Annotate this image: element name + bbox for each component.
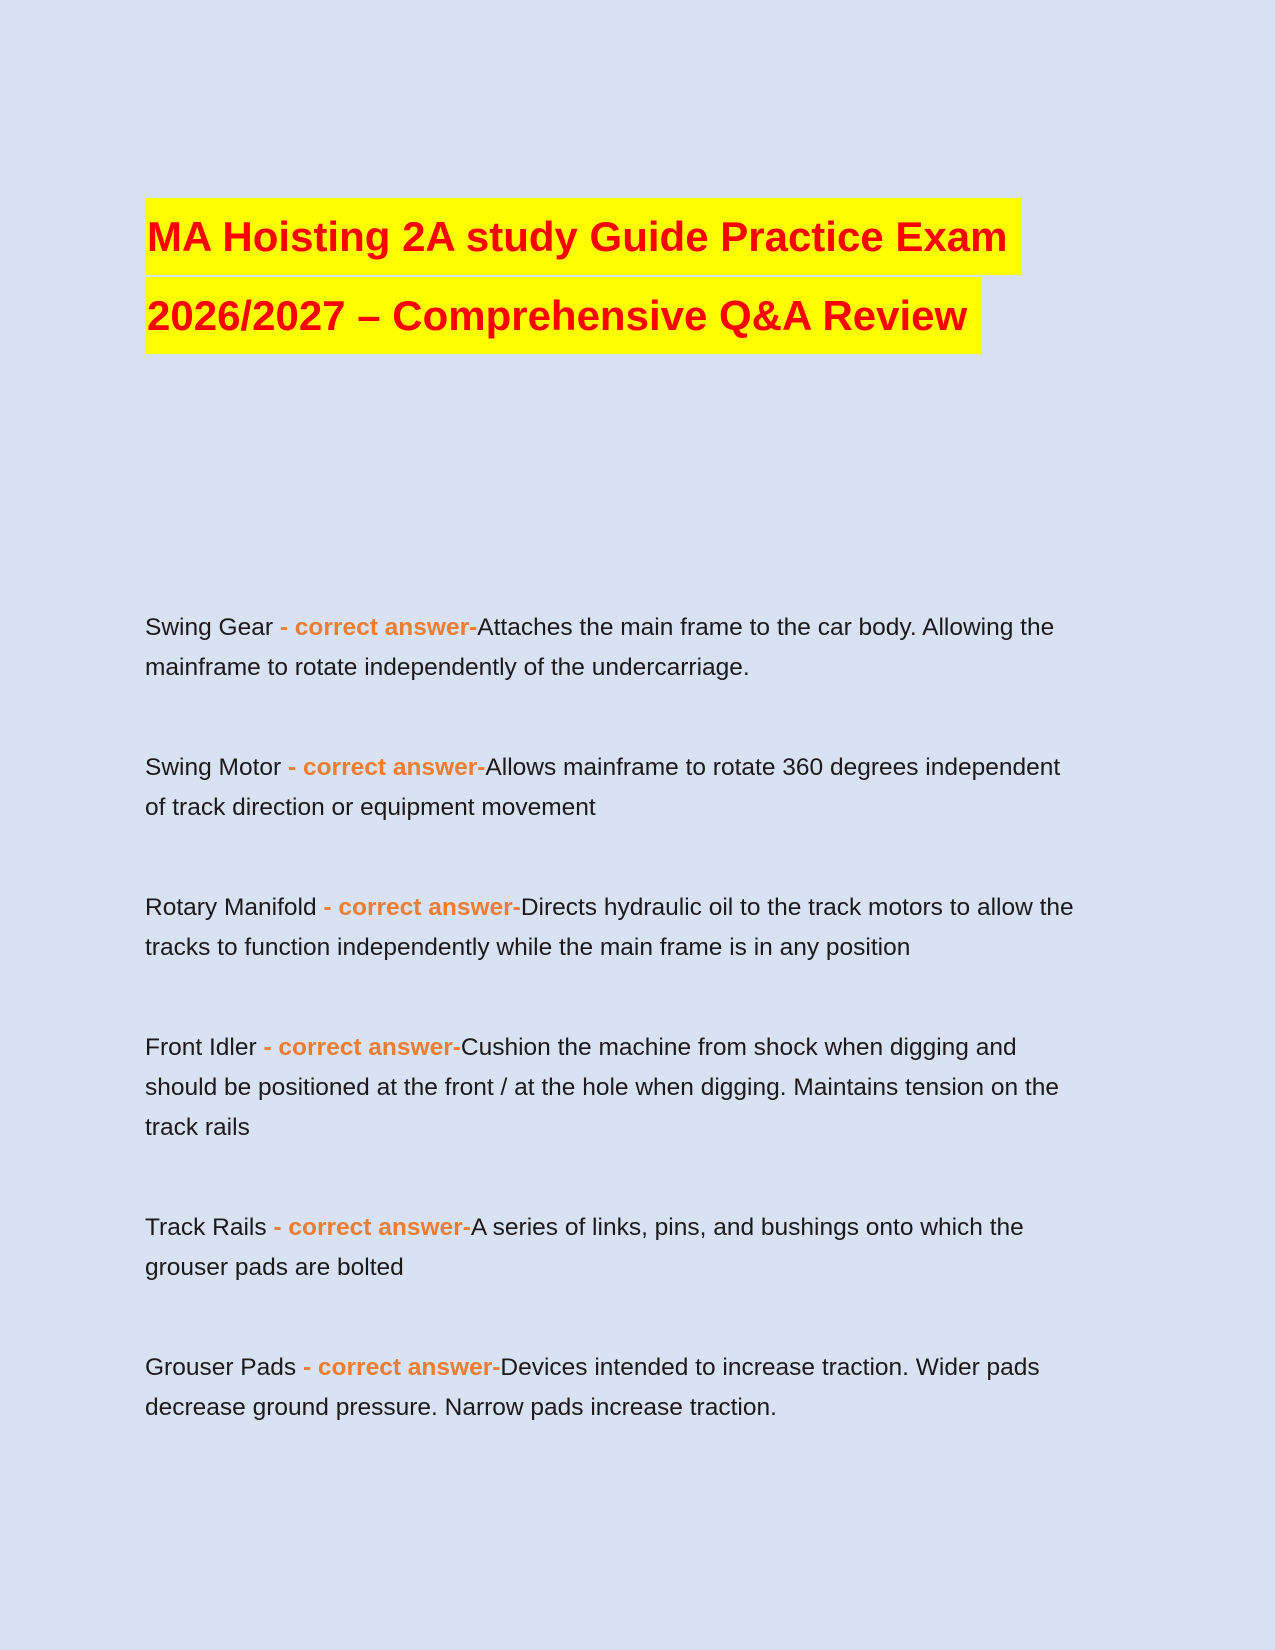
- qa-term: Swing Motor: [145, 754, 282, 782]
- page-title: [145, 198, 1085, 356]
- qa-entry: [145, 1348, 1075, 1428]
- qa-definition: A series of links, pins, and bushings onto which the grouser pads are bolted: [145, 1214, 1024, 1282]
- qa-definition: Allows mainframe to rotate 360 degrees independent of track direction or equipment movement: [145, 754, 1061, 822]
- qa-term: Rotary Manifold: [145, 894, 317, 922]
- qa-term: Swing Gear: [145, 614, 274, 642]
- qa-answer-label: - correct answer-: [279, 614, 478, 642]
- qa-definition: Attaches the main frame to the car body. Allowing the mainframe to rotate independently of the undercarriage.: [145, 614, 1055, 682]
- qa-definition: Directs hydraulic oil to the track motors to allow the tracks to function independently while the main frame is in any position: [145, 894, 1074, 962]
- qa-answer-label: - correct answer-: [302, 1354, 501, 1382]
- qa-entry: [145, 748, 1075, 828]
- qa-answer-label: - correct answer-: [263, 1034, 461, 1062]
- qa-term: Front Idler: [145, 1034, 257, 1062]
- qa-term: Grouser Pads: [145, 1354, 297, 1382]
- qa-term: Track Rails: [145, 1214, 267, 1242]
- qa-entry: [145, 608, 1075, 688]
- qa-answer-label: - correct answer-: [323, 894, 521, 922]
- page-title-line-1: MA Hoisting 2A study Guide Practice Exam: [145, 198, 1021, 275]
- qa-answer-label: - correct answer-: [287, 754, 486, 782]
- qa-entry: [145, 888, 1075, 968]
- qa-definition: Cushion the machine from shock when digging and should be positioned at the front / at the hole when digging. Maintains tension on the track rails: [145, 1034, 1059, 1142]
- qa-answer-label: - correct answer-: [273, 1214, 471, 1242]
- qa-entry: [145, 1028, 1075, 1148]
- qa-definition: Devices intended to increase traction. Wider pads decrease ground pressure. Narrow pads increase traction.: [145, 1354, 1040, 1422]
- qa-entry: [145, 1208, 1075, 1288]
- page-title-line-2: 2026/2027 – Comprehensive Q&A Review: [145, 277, 981, 354]
